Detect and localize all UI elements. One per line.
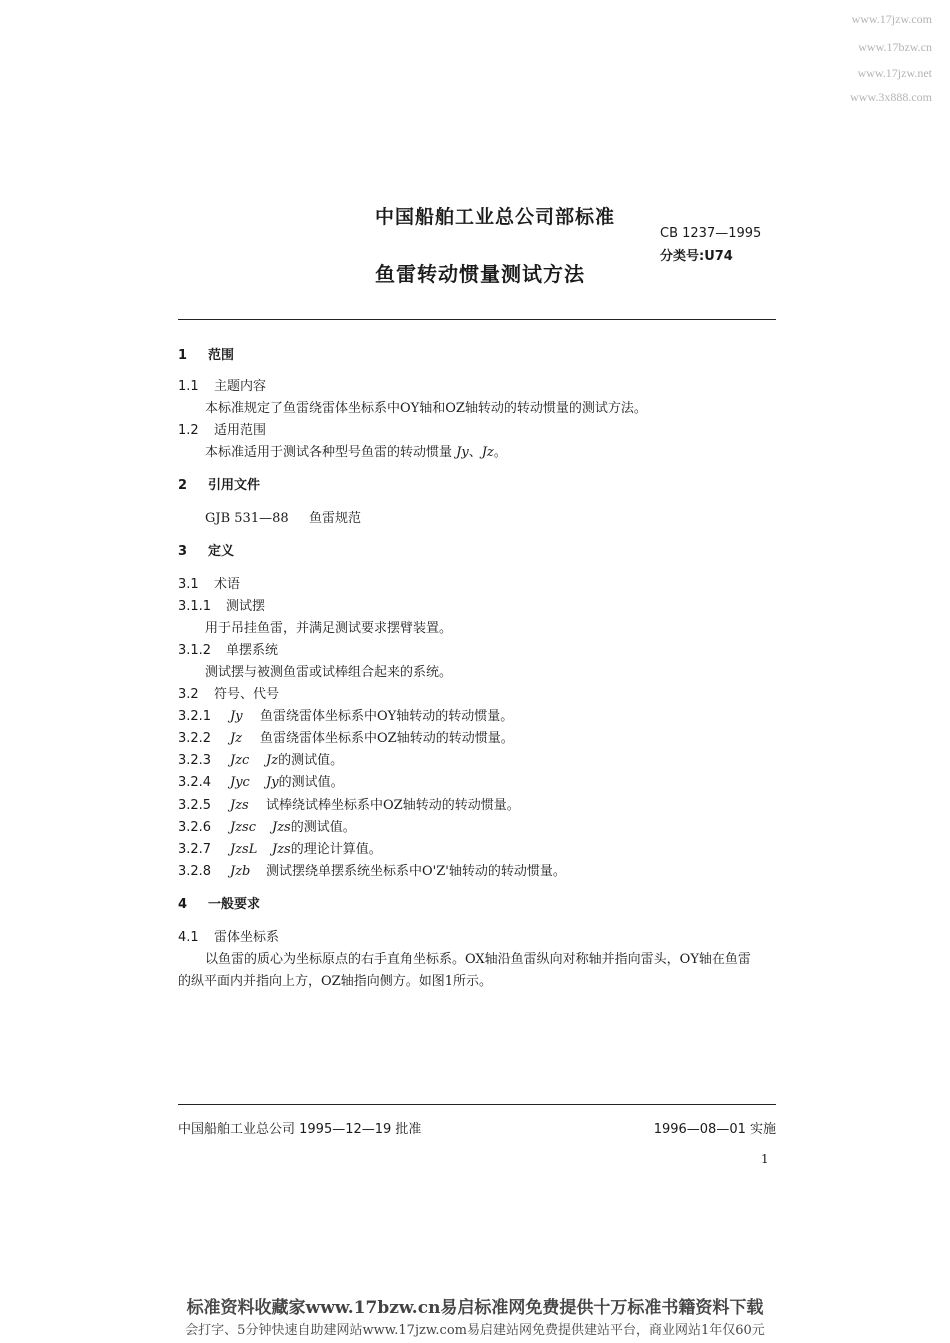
standard-code: CB 1237—1995 bbox=[660, 226, 762, 241]
symbol-description: 鱼雷绕雷体坐标系中OZ轴转动的转动惯量。 bbox=[260, 731, 514, 746]
watermark-text: www.17jzw.com bbox=[851, 12, 932, 26]
symbol-definition bbox=[178, 752, 343, 770]
section-title: 术语 bbox=[214, 577, 241, 592]
section-title: 单摆系统 bbox=[226, 643, 279, 658]
section-number: 1 bbox=[178, 348, 188, 363]
section-title: 一般要求 bbox=[208, 897, 261, 912]
section-title: 主题内容 bbox=[214, 379, 267, 394]
classification-number: 分类号:U74 bbox=[660, 249, 733, 264]
paragraph bbox=[205, 444, 507, 462]
subsection-heading bbox=[178, 576, 240, 594]
symbol: Jz bbox=[230, 731, 243, 746]
separator: 、 bbox=[468, 445, 482, 460]
section-number: 2 bbox=[178, 478, 188, 493]
paragraph: 用于吊挂鱼雷，并满足测试要求摆臂装置。 bbox=[205, 621, 453, 636]
section-title: 测试摆 bbox=[226, 599, 266, 614]
bottom-banner: 标准资料收藏家www.17bzw.cn易启标准网免费提供十万标准书籍资料下载 bbox=[186, 1298, 764, 1318]
bottom-banner-subline: 会打字、5分钟快速自助建网站www.17jzw.com易启建站网免费提供建站平台，商业网站1年仅60元 bbox=[185, 1323, 765, 1338]
reference-entry bbox=[205, 510, 361, 528]
paragraph: 以鱼雷的质心为坐标原点的右手直角坐标系。OX轴沿鱼雷纵向对称轴并指向雷头，OY轴在鱼雷 bbox=[205, 952, 751, 967]
section-number: 4.1 bbox=[178, 930, 199, 945]
paragraph: 本标准规定了鱼雷绕雷体坐标系中OY轴和OZ轴转动的转动惯量的测试方法。 bbox=[205, 401, 647, 416]
symbol: Jy bbox=[230, 709, 243, 724]
section-heading bbox=[178, 543, 234, 561]
subsection-heading bbox=[178, 598, 265, 616]
section-title: 符号、代号 bbox=[214, 687, 280, 702]
section-heading bbox=[178, 347, 234, 365]
section-title: 定义 bbox=[208, 544, 235, 559]
symbol-description: 的理论计算值。 bbox=[290, 842, 382, 857]
symbol: Jzs bbox=[230, 798, 249, 813]
paragraph-text: 。 bbox=[493, 445, 507, 460]
section-title: 适用范围 bbox=[214, 423, 267, 438]
section-number: 3.2.4 bbox=[178, 775, 212, 790]
section-number: 3.2.3 bbox=[178, 753, 212, 768]
section-number: 3.2.6 bbox=[178, 820, 212, 835]
section-number: 3.2.2 bbox=[178, 731, 212, 746]
reference-title: 鱼雷规范 bbox=[309, 511, 362, 526]
symbol-reference: Jzs bbox=[272, 820, 291, 835]
symbol-definition bbox=[178, 708, 513, 726]
symbol-definition bbox=[178, 774, 344, 792]
symbol-description: 测试摆绕单摆系统坐标系中O'Z'轴转动的转动惯量。 bbox=[266, 864, 566, 879]
section-number: 3.1.1 bbox=[178, 599, 212, 614]
section-heading bbox=[178, 477, 260, 495]
symbol-definition bbox=[178, 730, 514, 748]
symbol-description: 的测试值。 bbox=[278, 775, 344, 790]
symbol: JzsL bbox=[230, 842, 258, 857]
symbol: Jz bbox=[481, 445, 494, 460]
section-number: 3.1.2 bbox=[178, 643, 212, 658]
symbol-definition bbox=[178, 863, 566, 881]
section-title: 引用文件 bbox=[208, 478, 261, 493]
footer-rule bbox=[178, 1104, 776, 1105]
section-number: 1.2 bbox=[178, 423, 199, 438]
approval-date: 中国船舶工业总公司 1995—12—19 批准 bbox=[178, 1122, 422, 1137]
watermark-text: www.17bzw.cn bbox=[858, 40, 932, 54]
section-number: 3.2.1 bbox=[178, 709, 212, 724]
paragraph-text: 本标准适用于测试各种型号鱼雷的转动惯量 bbox=[205, 445, 457, 460]
subsection-heading bbox=[178, 686, 279, 704]
section-title: 雷体坐标系 bbox=[214, 930, 280, 945]
reference-code: GJB 531—88 bbox=[205, 511, 289, 526]
section-number: 3.2.7 bbox=[178, 842, 212, 857]
watermark-text: www.3x888.com bbox=[850, 90, 932, 104]
symbol: Jzb bbox=[230, 864, 251, 879]
symbol-reference: Jzs bbox=[272, 842, 291, 857]
subsection-heading bbox=[178, 422, 266, 440]
symbol: Jzsc bbox=[230, 820, 257, 835]
section-number: 3 bbox=[178, 544, 188, 559]
section-number: 3.1 bbox=[178, 577, 199, 592]
symbol: Jzc bbox=[230, 753, 250, 768]
header-rule bbox=[178, 319, 776, 320]
symbol-description: 试棒绕试棒坐标系中OZ轴转动的转动惯量。 bbox=[266, 798, 520, 813]
effective-date: 1996—08—01 实施 bbox=[653, 1122, 776, 1137]
symbol-definition bbox=[178, 841, 382, 859]
symbol-description: 的测试值。 bbox=[290, 820, 356, 835]
paragraph-continuation: 的纵平面内并指向上方，OZ轴指向侧方。如图1所示。 bbox=[178, 974, 492, 989]
symbol-reference: Jz bbox=[266, 753, 279, 768]
symbol-description: 的测试值。 bbox=[278, 753, 344, 768]
subsection-heading bbox=[178, 642, 278, 660]
symbol: Jyc bbox=[230, 775, 250, 790]
paragraph: 测试摆与被测鱼雷或试棒组合起来的系统。 bbox=[205, 665, 453, 680]
section-number: 1.1 bbox=[178, 379, 199, 394]
section-title: 范围 bbox=[208, 348, 235, 363]
symbol: Jy bbox=[456, 445, 469, 460]
symbol-reference: Jy bbox=[266, 775, 279, 790]
symbol-description: 鱼雷绕雷体坐标系中OY轴转动的转动惯量。 bbox=[260, 709, 514, 724]
section-number: 3.2 bbox=[178, 687, 199, 702]
document-title: 鱼雷转动惯量测试方法 bbox=[375, 262, 585, 286]
issuer-heading: 中国船舶工业总公司部标准 bbox=[374, 206, 615, 228]
page-number: 1 bbox=[761, 1152, 769, 1166]
watermark-text: www.17jzw.net bbox=[857, 66, 932, 80]
section-number: 3.2.5 bbox=[178, 798, 212, 813]
section-heading bbox=[178, 896, 260, 914]
symbol-definition bbox=[178, 797, 520, 815]
section-number: 3.2.8 bbox=[178, 864, 212, 879]
subsection-heading bbox=[178, 929, 279, 947]
subsection-heading bbox=[178, 378, 266, 396]
symbol-definition bbox=[178, 819, 356, 837]
section-number: 4 bbox=[178, 897, 188, 912]
